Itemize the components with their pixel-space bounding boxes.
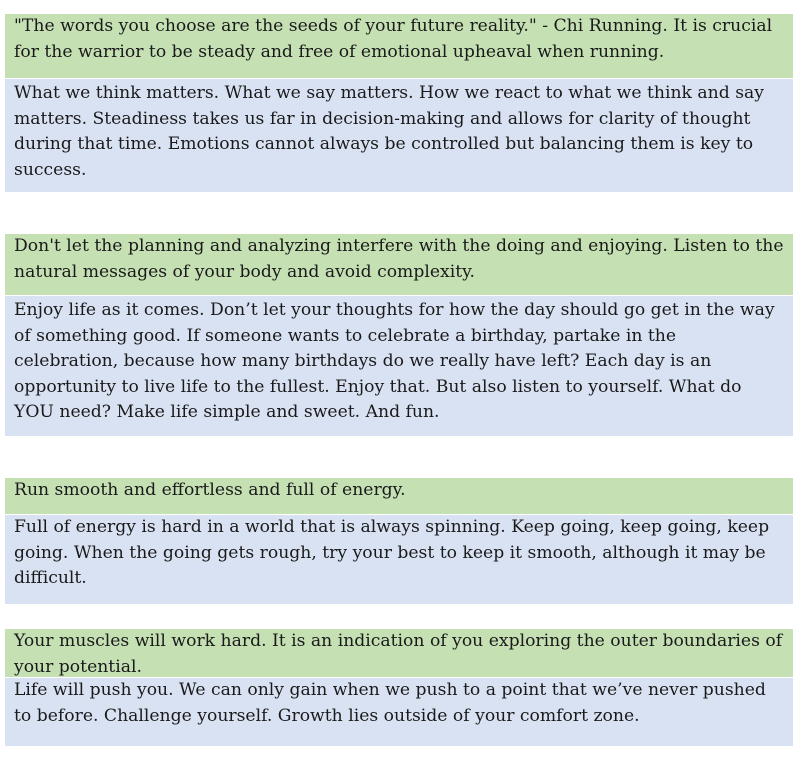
reflection-cell xyxy=(5,78,793,192)
quote-text: Run smooth and effortless and full of energy. xyxy=(14,480,406,500)
reflection-cell xyxy=(5,514,793,604)
reflection-text: Enjoy life as it comes. Don’t let your thoughts for how the day should go get in the way of something good. If someone wants to celebrate a birthday, partake in the celebration, because how many birthdays do we really have left? Each day is an opportunity to live life to the fullest. Enjoy that. But also listen to yourself. What do YOU need? Make life simple and sweet. And fun. xyxy=(14,300,775,422)
quote-cell xyxy=(5,234,793,295)
reflection-text: What we think matters. What we say matters. How we react to what we think and say matters. Steadiness takes us far in decision-making and allows for clarity of thought during that time. Emotions cannot always be controlled but balancing them is key to success. xyxy=(14,83,764,180)
document-page xyxy=(5,14,793,746)
quote-cell xyxy=(5,14,793,78)
entry-block-3 xyxy=(5,478,793,604)
entry-block-1 xyxy=(5,14,793,192)
entry-block-2 xyxy=(5,234,793,436)
entry-block-4 xyxy=(5,629,793,746)
quote-text: Your muscles will work hard. It is an indication of you exploring the outer boundaries of your potential. xyxy=(14,631,783,677)
quote-cell xyxy=(5,629,793,677)
reflection-cell xyxy=(5,677,793,746)
quote-text: "The words you choose are the seeds of your future reality." - Chi Running. It is crucial for the warrior to be steady and free of emotional upheaval when running. xyxy=(14,16,773,62)
quote-cell xyxy=(5,478,793,514)
reflection-text: Full of energy is hard in a world that is always spinning. Keep going, keep going, keep going. When the going gets rough, try your best to keep it smooth, although it may be difficult. xyxy=(14,517,770,588)
quote-text: Don't let the planning and analyzing interfere with the doing and enjoying. Listen to the natural messages of your body and avoid complexity. xyxy=(14,236,784,282)
reflection-cell xyxy=(5,295,793,436)
reflection-text: Life will push you. We can only gain when we push to a point that we’ve never pushed to before. Challenge yourself. Growth lies outside of your comfort zone. xyxy=(14,680,766,726)
